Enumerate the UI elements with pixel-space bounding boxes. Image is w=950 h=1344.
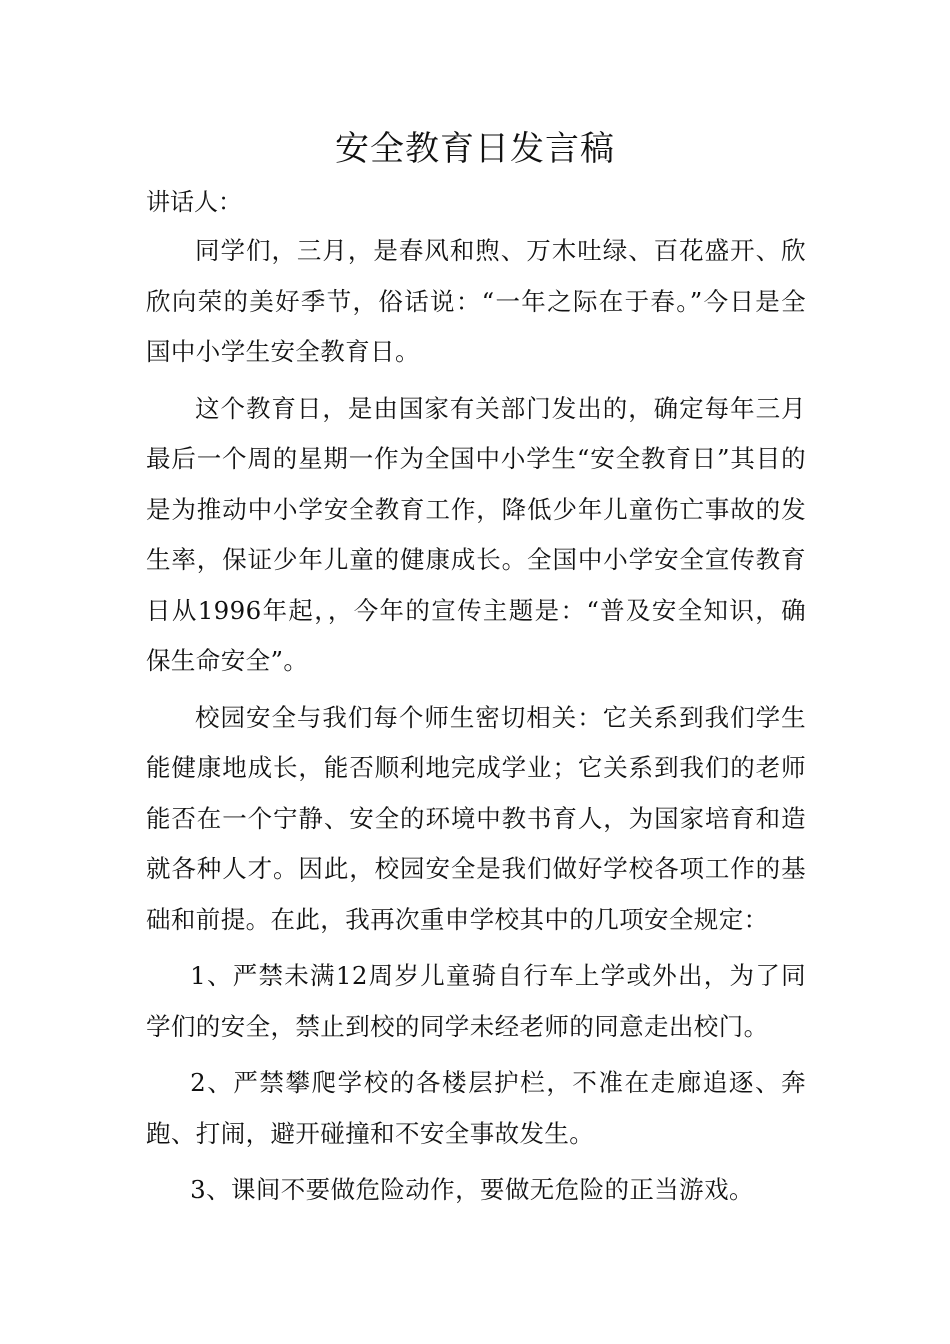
paragraph-campus-safety: 校园安全与我们每个师生密切相关：它关系到我们学生能健康地成长，能否顺利地完成学业；它关系到我们的老师能否在一个宁静、安全的环境中教书育人，为国家培育和造就各种人才。因此，校园安全是我们做好学校各项工作的基础和前提。在此，我再次重申学校其中的几项安全规定： xyxy=(146,702,806,934)
rule-item-1: 1、严禁未满12周岁儿童骑自行车上学或外出，为了同学们的安全，禁止到校的同学未经老师的同意走出校门。 xyxy=(146,961,806,1041)
paragraph-intro: 同学们，三月，是春风和煦、万木吐绿、百花盛开、欣欣向荣的美好季节，俗话说：“一年之际在于春。”今日是全国中小学生安全教育日。 xyxy=(146,236,806,366)
rule-item-2: 2、严禁攀爬学校的各楼层护栏，不准在走廊追逐、奔跑、打闹，避开碰撞和不安全事故发生。 xyxy=(146,1068,806,1148)
rule-item-3: 3、课间不要做危险动作，要做无危险的正当游戏。 xyxy=(190,1175,754,1204)
paragraph-education-day: 这个教育日，是由国家有关部门发出的，确定每年三月最后一个周的星期一作为全国中小学生“安全教育日”其目的是为推动中小学安全教育工作，降低少年儿童伤亡事故的发生率，保证少年儿童的健康成长。全国中小学安全宣传教育日从1996年起，，今年的宣传主题是：“普及安全知识，确保生命安全”。 xyxy=(146,393,806,675)
speaker-label: 讲话人： xyxy=(146,188,242,216)
document-title: 安全教育日发言稿 xyxy=(335,129,615,169)
document-body xyxy=(146,226,806,1222)
